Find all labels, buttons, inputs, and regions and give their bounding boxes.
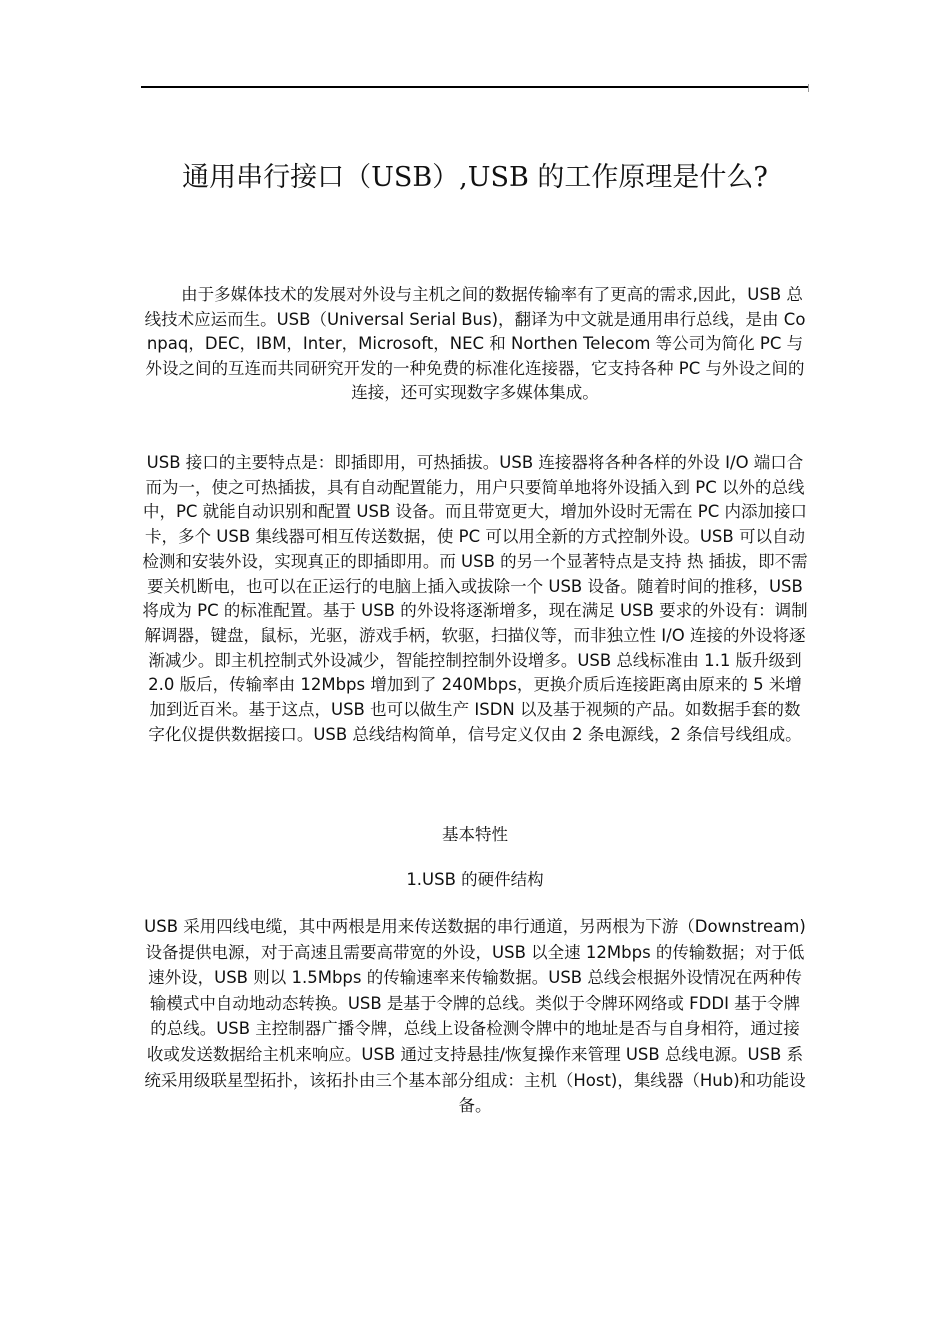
section-heading-hardware-structure: 1.USB 的硬件结构 <box>406 870 544 889</box>
section-heading-basic-features: 基本特性 <box>442 825 508 844</box>
header-rule-end-mark <box>808 84 809 92</box>
features-paragraph: USB 接口的主要特点是：即插即用，可热插拔。USB 连接器将各种各样的外设 I/O 端口合而为一，使之可热插拔，具有自动配置能力，用户只要简单地将外设插入到 PC 以外的总线中，PC 就能自动识别和配置 USB 设备。而且带宽更大，增加外设时无需在 PC 内添加接口卡，多个 USB 集线器可相互传送数据，使 PC 可以用全新的方式控制外设。USB 可以自动检测和安装外设，实现真正的即插即用。而 USB 的另一个显著特点是支持 热 插拔，即不需要关机断电，也可以在正运行的电脑上插入或拔除一个 USB 设备。随着时间的推移，USB 将成为 PC 的标准配置。基于 USB 的外设将逐渐增多，现在满足 USB 要求的外设有：调制解调器，键盘，鼠标，光驱，游戏手柄，软驱，扫描仪等，而非独立性 I/O 连接的外设将逐渐减少。即主机控制式外设减少，智能控制控制外设增多。USB 总线标准由 1.1 版升级到 2.0 版后，传输率由 12Mbps 增加到了 240Mbps，更换介质后连接距离由原来的 5 米增加到近百米。基于这点，USB 也可以做生产 ISDN 以及基于视频的产品。如数据手套的数字化仪提供数据接口。USB 总线结构简单，信号定义仅由 2 条电源线，2 条信号线组成。 <box>142 453 808 744</box>
page-title: 通用串行接口（USB）,USB 的工作原理是什么? <box>182 162 768 193</box>
intro-paragraph: 由于多媒体技术的发展对外设与主机之间的数据传输率有了更高的需求,因此，USB 总线技术应运而生。USB（Universal Serial Bus)，翻译为中文就是通用串行总线，是由 Conpaq，DEC，IBM，Inter，Microsoft，NEC 和 Northen Telecom 等公司为简化 PC 与外设之间的互连而共同研究开发的一种免费的标准化连接器，它支持各种 PC 与外设之间的连接，还可实现数字多媒体集成。 <box>144 285 806 403</box>
hardware-paragraph: USB 采用四线电缆，其中两根是用来传送数据的串行通道，另两根为下游（Downstream)设备提供电源，对于高速且需要高带宽的外设，USB 以全速 12Mbps 的传输数据；对于低速外设，USB 则以 1.5Mbps 的传输速率来传输数据。USB 总线会根据外设情况在两种传输模式中自动地动态转换。USB 是基于令牌的总线。类似于令牌环网络或 FDDI 基于令牌的总线。USB 主控制器广播令牌，总线上设备检测令牌中的地址是否与自身相符，通过接收或发送数据给主机来响应。USB 通过支持悬挂/恢复操作来管理 USB 总线电源。USB 系统采用级联星型拓扑，该拓扑由三个基本部分组成：主机（Host)，集线器（Hub)和功能设备。 <box>144 917 806 1116</box>
header-rule <box>141 86 809 88</box>
